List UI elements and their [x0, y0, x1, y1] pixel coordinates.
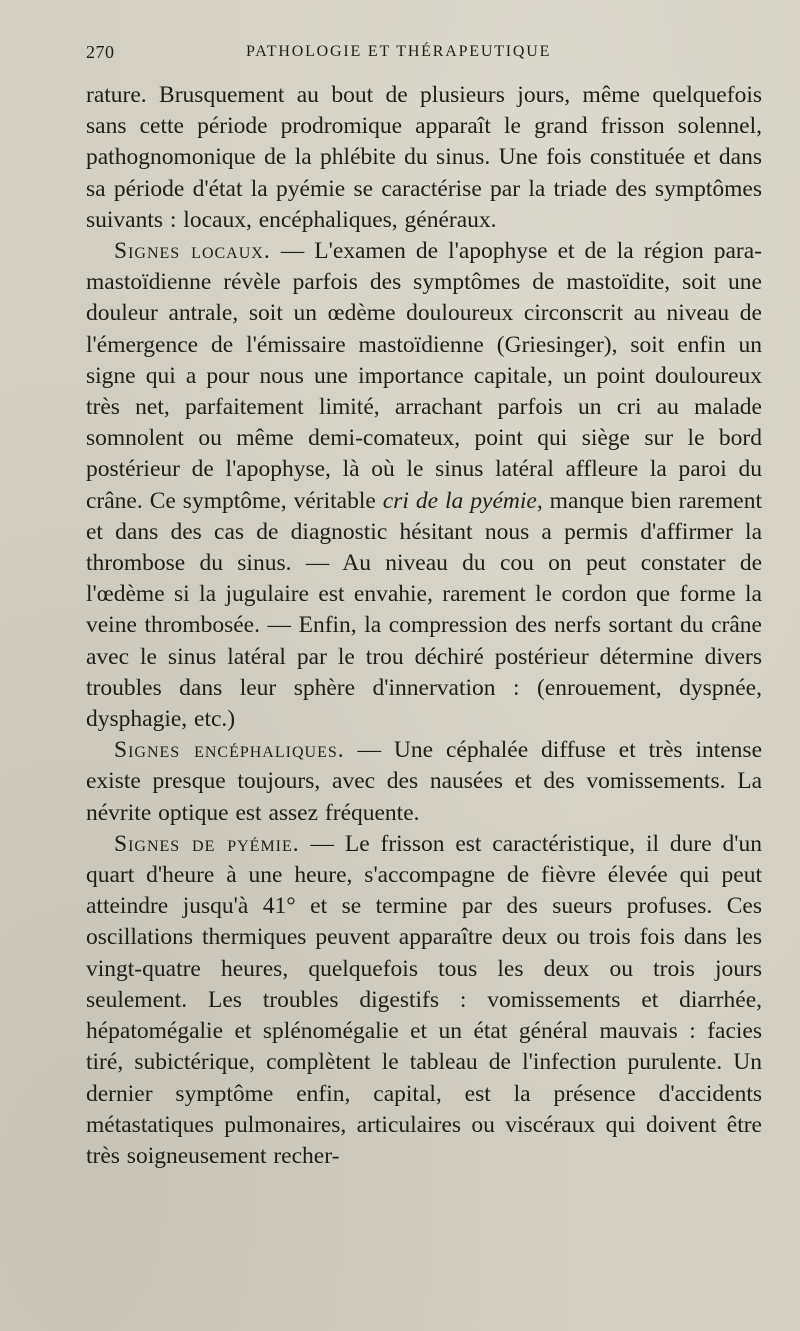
paragraph-signes-pyemie: [86, 829, 762, 1172]
paragraph-text: rature. Brusquement au bout de plusieurs jours, même quelquefois sans cette période prodromique apparaît le grand frisson solennel, pathognomonique de la phlébite du sinus. Une fois constituée et dans sa période d'état la pyémie se caractérise par la triade des symptômes suivants : locaux, encéphaliques, généraux.: [86, 82, 762, 233]
paragraph-text: , manque bien rarement et dans des cas de diagnostic hésitant nous a permis d'affirmer la thrombose du sinus. — Au niveau du cou on peut constater de l'œdème si la jugulaire est envahie, rarement le cordon que forme la veine thrombosée. — Enfin, la compression des nerfs sortant du crâne avec le sinus latéral par le trou déchiré postérieur détermine divers troubles dans leur sphère d'innervation : (enrouement, dyspnée, dysphagie, etc.): [86, 487, 762, 733]
paragraph-text: — Une céphalée diffuse et très intense existe presque toujours, avec des nausées et des vomissements. La névrite optique est assez fréquente.: [86, 737, 763, 826]
paragraph-signes-locaux: [86, 236, 762, 735]
paragraph-signes-encephaliques: [86, 735, 762, 829]
running-title: PATHOLOGIE ET THÉRAPEUTIQUE: [246, 43, 552, 60]
section-heading: Signes de pyémie.: [114, 830, 300, 857]
section-heading: Signes encéphaliques.: [114, 737, 345, 764]
paragraph-continuation: [86, 80, 762, 236]
section-heading: Signes locaux.: [114, 238, 271, 265]
paragraph-text: — Le frisson est caractéristique, il dure d'un quart d'heure à une heure, s'accompagne de fièvre élevée qui peut atteindre jusqu'à 41° et se termine par des sueurs profuses. Ces oscillations thermiques peuvent apparaître deux ou trois fois dans les vingt-quatre heures, quelquefois tous les deux ou trois jours seulement. Les troubles digestifs : vomissements et diarrhée, hépatomégalie et splénomégalie et un état général mauvais : facies tiré, subictérique, complètent le tableau de l'infection purulente. Un dernier symptôme enfin, capital, est la présence d'accidents métastatiques pulmonaires, articulaires ou viscéraux qui doivent être très soigneusement recher-: [86, 830, 763, 1169]
page-header: [86, 38, 762, 68]
body-text: [86, 80, 762, 1172]
paragraph-text: — L'examen de l'apophyse et de la région para-mastoïdienne révèle parfois des symptômes de mastoïdite, soit une douleur antrale, soit un œdème douloureux circonscrit au niveau de l'émergence de l'émissaire mastoïdienne (Griesinger), soit enfin un signe qui a pour nous une importance capitale, un point douloureux très net, parfaitement limité, arrachant parfois un cri au malade somnolent ou même demi-comateux, point qui siège sur le bord postérieur de l'apophyse, là où le sinus latéral affleure la paroi du crâne. Ce symptôme, véritable: [86, 238, 763, 514]
italic-term: cri de la pyémie: [382, 487, 537, 514]
page-number: 270: [86, 42, 115, 62]
